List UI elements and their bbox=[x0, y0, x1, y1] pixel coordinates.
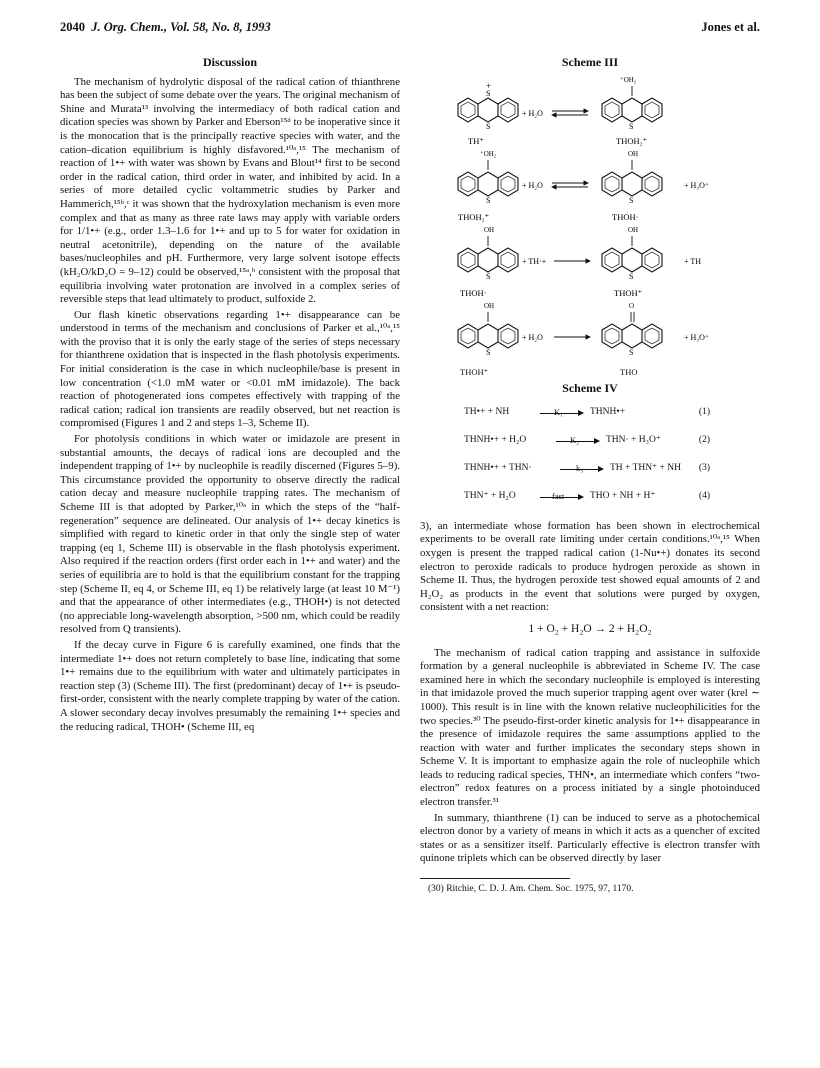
running-head bbox=[60, 20, 760, 38]
plus-h3o-label: + H₃O⁺ bbox=[684, 332, 710, 342]
net-reaction: 1 + O₂ + H₂O → 2 + H₂O₂ bbox=[528, 622, 652, 635]
page-number: 2040 bbox=[60, 20, 85, 34]
th-radical-label: TH·+ bbox=[528, 256, 547, 266]
label-thoh-radical: THOH· bbox=[612, 211, 639, 222]
footnote-divider bbox=[420, 878, 570, 879]
scheme-4-equations bbox=[420, 400, 760, 512]
paragraph: In summary, thianthrene (1) can be induced to serve as a photochemical electron donor by a variety of means in which it acts as a quencher of excited states or as a sensitizer itself. Particularly effective is electron transfer with quinone triplets which can be observed directly by laser bbox=[420, 811, 760, 865]
plus-h2o-label: + H₂O bbox=[522, 180, 543, 190]
equation-rhs: THN· + H₃O⁺ bbox=[606, 434, 661, 445]
equation-lhs: THNH•+ + H₂O bbox=[464, 434, 527, 445]
sulfur-label: S bbox=[486, 195, 491, 205]
rate-constant: K₁ bbox=[554, 406, 564, 417]
paragraph: For photolysis conditions in which water or imidazole are present in substantial amounts, the decays of radical ions are decoupled and the independent trapping of 1•+ by nucleophile is readily discerned (Figures 5–9). This circumstance provided the opportunity to observe directly the radical cation decay and measure nucleophile trapping rates. The mechanism of Scheme III is that adopted by Parker,¹⁰ᵃ in which the steps of the “half-regeneration” sequence are delineated. Our analysis of 1•+ decay kinetics is simplified with regard to kinetic order in that only the single step of water trapping (eq 1, Scheme III) is observable in the flash photolysis experiment. Also required if the reaction orders (first order each in 1•+ and water) and the series of equilibria are to hold is that the equilibrium constant for the trapping step (Scheme II, eq 4, or Scheme III, eq 1) be relatively large (at least 10 M⁻¹) and that the appearance of other intermediates (e.g., THOH•) is not detected (no appreciable long-wavelength absorption, >500 nm, which could be readily resolved from Q transients). bbox=[60, 433, 400, 636]
sulfur-label: S bbox=[486, 347, 491, 357]
authors: Jones et al. bbox=[701, 20, 760, 34]
oh2-label: ⁺OH₂ bbox=[480, 149, 497, 158]
plus-th-label: + TH·+ bbox=[522, 256, 547, 266]
equation-row bbox=[420, 484, 760, 512]
equation-lhs: THN⁺ + H₂O bbox=[464, 490, 516, 501]
journal-citation: J. Org. Chem., Vol. 58, No. 8, 1993 bbox=[91, 20, 271, 34]
sulfur-label: S bbox=[486, 271, 491, 281]
label-thoh2: THOH₂⁺ bbox=[616, 135, 648, 146]
paragraph: Our flash kinetic observations regarding 1•+ disappearance can be understood in terms of the mechanism and conclusions of Parker et al.,¹⁰ᵃ,¹⁵ with the proviso that it is only the early stage of the series of steps necessary for thianthrene oxidation that is inspected in the flash photolysis experiments. For initial consideration is the case in which nucleophile/base is present in low concentration (<1.0 mM water or <0.01 mM imidazole). The back reaction of photogenerated ions competes effectively with trapping of the radical cation; radical ion transients are readily observed, but net reaction is compromised (Figures 1 and 2 and steps 1–3, Scheme II). bbox=[60, 308, 400, 430]
sulfur-label: S bbox=[486, 88, 491, 98]
left-column bbox=[60, 56, 400, 736]
equation-rhs: THNH•+ bbox=[590, 406, 626, 417]
sulfur-label: S bbox=[486, 121, 491, 131]
scheme-3-title: Scheme III bbox=[561, 55, 619, 69]
equation-rhs: TH + THN⁺ + NH bbox=[610, 462, 681, 473]
sulfur-label: S bbox=[629, 347, 634, 357]
page-header-left bbox=[60, 20, 271, 35]
sulfur-label: S bbox=[629, 195, 634, 205]
equation-lhs: THNH•+ + THN· bbox=[464, 462, 532, 473]
h3o-label: H₃O⁺ bbox=[690, 180, 710, 190]
plus-h2o-label: + H₂O bbox=[522, 332, 543, 342]
equation-number: (4) bbox=[698, 490, 710, 501]
paragraph: The mechanism of hydrolytic disposal of the radical cation of thianthrene has been the subject of some debate over the years. The original mechanism of Shine and Murata¹³ involving the intermediacy of both radical cation and dication species was shown by Parker and Eberson¹⁵ᵈ to be inoperative since it is the monocation that is the principally reactive species with water, and the cation–dication equilibrium is highly disfavored.¹⁰ᵃ,¹⁵ The mechanism of reaction of 1•+ with water was shown by Evans and Blout¹⁴ first to be second order in the radical cation, third order in water, and inhibited by acid. In a series of more detailed cyclic voltammetric studies by Parker and Hammerich,¹⁵ᵇ,ᶜ it was shown that the hydroxylation mechanism is even more complex and that as many as three rate laws may apply with variable orders for 1/1•+ (e.g., order 1.3–1.6 for 1•+ and up to 5 for water for oxidation in neutral acetonitrile), depending on the nature of the available bases/nucleophiles and pH. Furthermore, very large solvent isotope effects (kH₂O/kD₂O = 9–12) could be observed,¹⁵ᵃ,ᵇ consistent with the proposal that equilibria involving water protonation are involved in a complex series of reversible steps that lead ultimately to product, sulfoxide 2. bbox=[60, 75, 400, 306]
rate-constant: fast bbox=[552, 490, 565, 501]
plus-h2o-label: + H₂O bbox=[522, 108, 543, 118]
paragraph: 3), an intermediate whose formation has been shown in electrochemical experiments to be overall rate limiting under certain conditions.¹⁰ᵃ,¹⁵ When oxygen is present the trapped radical cation (1-Nu•+) donates its second electron to peroxide radicals to produce hydrogen peroxide as shown in Scheme II. Thus, the hydrogen peroxide test showed equal amounts of 2 and H₂O₂ as products in the event that solutions were purged by oxygen, consistent with a net reaction: bbox=[420, 519, 760, 614]
oh2-label: ⁺OH₂ bbox=[620, 75, 637, 84]
section-heading: Discussion bbox=[202, 55, 258, 69]
equation-number: (3) bbox=[698, 462, 710, 473]
paragraph: The mechanism of radical cation trapping and assistance in sulfoxide formation by a general nucleophile is abbreviated in Scheme IV. The case examined here in which the secondary nucleophile is employed is interesting in that imidazole proved the much superior trapping agent over water (krel ∼ 1000). This result is in line with the known relative nucleophilicities for the two species.³⁰ The pseudo-first-order kinetic analysis for 1•+ disappearance in the presence of imidazole requires the same assumptions applied to the reaction with water and further implicates the secondary steps shown in Scheme V. It is important to emphasize again the role of nucleophile which leads to reducing radical species, THN•, an intermediate which confers “two-electron” redox features on a process initiated by a single photoinduced electron transfer.³¹ bbox=[420, 646, 760, 809]
oh-label: OH bbox=[628, 225, 639, 234]
scheme-3-figure bbox=[420, 74, 760, 364]
label-thoh-radical: THOH· bbox=[460, 287, 487, 298]
plus-h3o-label: + H₃O⁺ bbox=[684, 180, 710, 190]
equation-number: (2) bbox=[698, 434, 710, 445]
label-thoh2: THOH₂⁺ bbox=[458, 211, 490, 222]
plus-th-label: + TH bbox=[684, 256, 702, 266]
equation-row bbox=[420, 428, 760, 456]
right-column bbox=[420, 56, 760, 897]
equation-row bbox=[420, 456, 760, 484]
equation-row bbox=[420, 400, 760, 428]
oh-label: OH bbox=[484, 225, 495, 234]
oxygen-label: O bbox=[629, 301, 635, 310]
label-th-cation: TH⁺ bbox=[468, 135, 484, 146]
h2o-label: H₂O bbox=[528, 332, 543, 342]
sulfur-label: S bbox=[629, 271, 634, 281]
th-label: TH bbox=[690, 256, 702, 266]
equation-number: (1) bbox=[698, 406, 710, 417]
h3o-label: H₃O⁺ bbox=[690, 332, 710, 342]
equation-rhs: THO + NH + H⁺ bbox=[590, 490, 656, 501]
label-thoh-cation: THOH⁺ bbox=[460, 367, 489, 378]
h2o-label: H₂O bbox=[528, 180, 543, 190]
rate-constant: k₃ bbox=[576, 462, 584, 473]
h2o-label: H₂O bbox=[528, 108, 543, 118]
footnote: (30) Ritchie, C. D. J. Am. Chem. Soc. 1975, 97, 1170. bbox=[428, 884, 634, 895]
plus-label: + bbox=[486, 80, 492, 91]
oh-label: OH bbox=[628, 149, 639, 158]
label-thoh-cation: THOH⁺ bbox=[614, 287, 643, 298]
rate-constant: K₂ bbox=[570, 434, 580, 445]
label-tho: THO bbox=[620, 367, 638, 378]
equation-lhs: TH•+ + NH bbox=[464, 406, 510, 417]
oh-label: OH bbox=[484, 301, 495, 310]
scheme-4-title: Scheme IV bbox=[562, 381, 618, 396]
sulfur-label: S bbox=[629, 121, 634, 131]
paragraph: If the decay curve in Figure 6 is carefully examined, one finds that the intermediate 1•+ does not return completely to base line, indicating that some 1•+ remains due to the equilibrium with water and ultimately participates in reaction step (3) (Scheme III). The first (predominant) decay of 1•+ is pseudo-first-order, consistent with the nearly complete trapping by water of the cation. A slower secondary decay involves presumably the remaining 1•+ species and the reducing radical, THOH• (Scheme III, eq bbox=[60, 638, 400, 733]
